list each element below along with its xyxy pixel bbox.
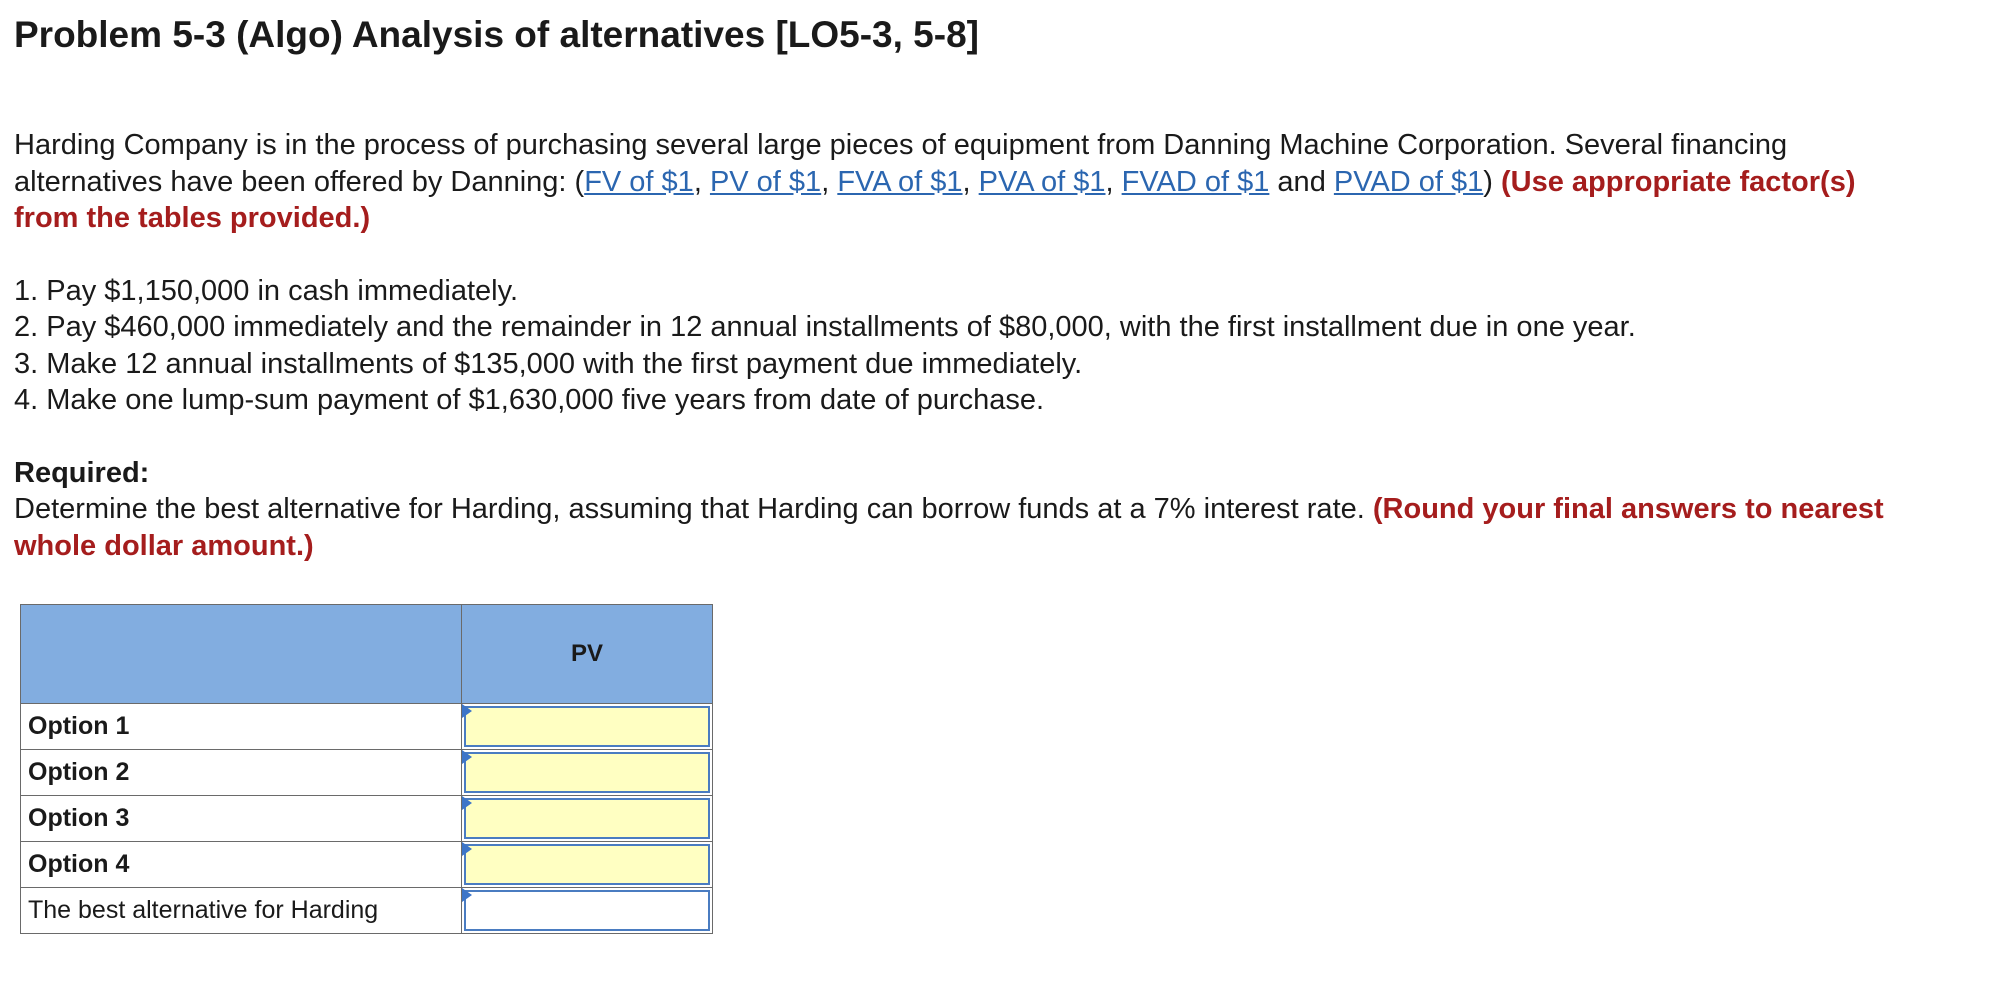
pv-of-1-link[interactable]: PV of $1	[709, 165, 822, 198]
table-row	[21, 704, 713, 750]
row-label-best-alternative: The best alternative for Harding	[21, 888, 462, 934]
close-paren: )	[1483, 165, 1501, 198]
option-3-pv-cell	[462, 796, 713, 842]
row-label-option-3: Option 3	[21, 796, 462, 842]
option-1-pv-input[interactable]	[464, 706, 710, 747]
table-row	[21, 888, 713, 934]
row-label-option-4: Option 4	[21, 842, 462, 888]
required-label: Required:	[14, 456, 150, 489]
cell-marker-icon	[462, 704, 472, 718]
answer-table	[20, 604, 713, 934]
header-blank-cell	[21, 605, 462, 704]
cell-marker-icon	[462, 888, 472, 902]
pvad-of-1-link[interactable]: PVAD of $1	[1333, 165, 1484, 198]
alternative-4: 4. Make one lump-sum payment of $1,630,000 five years from date of purchase.	[14, 384, 1045, 416]
alternative-3: 3. Make 12 annual installments of $135,000 with the first payment due immediately.	[14, 347, 1083, 380]
intro-text: Harding Company is in the process of purchasing several large pieces of equipment from Danning Machine Corporation. Several financing alternatives have been offered by Danning: (	[14, 129, 1788, 198]
required-section	[14, 455, 1914, 565]
fvad-of-1-link[interactable]: FVAD of $1	[1121, 165, 1270, 198]
row-label-option-1: Option 1	[21, 704, 462, 750]
cell-marker-icon	[462, 842, 472, 856]
option-4-pv-input[interactable]	[464, 844, 710, 885]
fv-of-1-link[interactable]: FV of $1	[584, 165, 694, 198]
alternative-1: 1. Pay $1,150,000 in cash immediately.	[14, 274, 519, 307]
problem-page	[14, 0, 1994, 564]
alternative-2: 2. Pay $460,000 immediately and the remainder in 12 annual installments of $80,000, with the first installment due in one year.	[14, 311, 1636, 343]
required-text: Determine the best alternative for Harding, assuming that Harding can borrow funds at a 7% interest rate.	[14, 493, 1373, 525]
rounding-instruction: (Round your final answers to nearest whole dollar amount.)	[14, 493, 1884, 562]
row-label-option-2: Option 2	[21, 750, 462, 796]
table-row	[21, 750, 713, 796]
separator: ,	[962, 165, 979, 198]
alternatives-list	[14, 273, 1994, 419]
cell-marker-icon	[462, 750, 472, 764]
pva-of-1-link[interactable]: PVA of $1	[978, 165, 1106, 198]
and-text: and	[1269, 165, 1334, 198]
fva-of-1-link[interactable]: FVA of $1	[837, 165, 963, 198]
separator: ,	[821, 165, 838, 198]
header-pv: PV	[462, 605, 713, 704]
option-3-pv-input[interactable]	[464, 798, 710, 839]
option-2-pv-cell	[462, 750, 713, 796]
table-row	[21, 842, 713, 888]
best-alternative-cell	[462, 888, 713, 934]
page-title: Problem 5-3 (Algo) Analysis of alternatives [LO5-3, 5-8]	[14, 14, 979, 55]
separator: ,	[1105, 165, 1122, 198]
cell-marker-icon	[462, 796, 472, 810]
best-alternative-select[interactable]	[464, 890, 710, 931]
factor-instruction: (Use appropriate factor(s) from the tables provided.)	[14, 165, 1856, 234]
separator: ,	[693, 165, 710, 198]
table-row	[21, 796, 713, 842]
option-1-pv-cell	[462, 704, 713, 750]
option-4-pv-cell	[462, 842, 713, 888]
option-2-pv-input[interactable]	[464, 752, 710, 793]
table-header-row	[21, 605, 713, 704]
intro-paragraph	[14, 127, 1894, 237]
